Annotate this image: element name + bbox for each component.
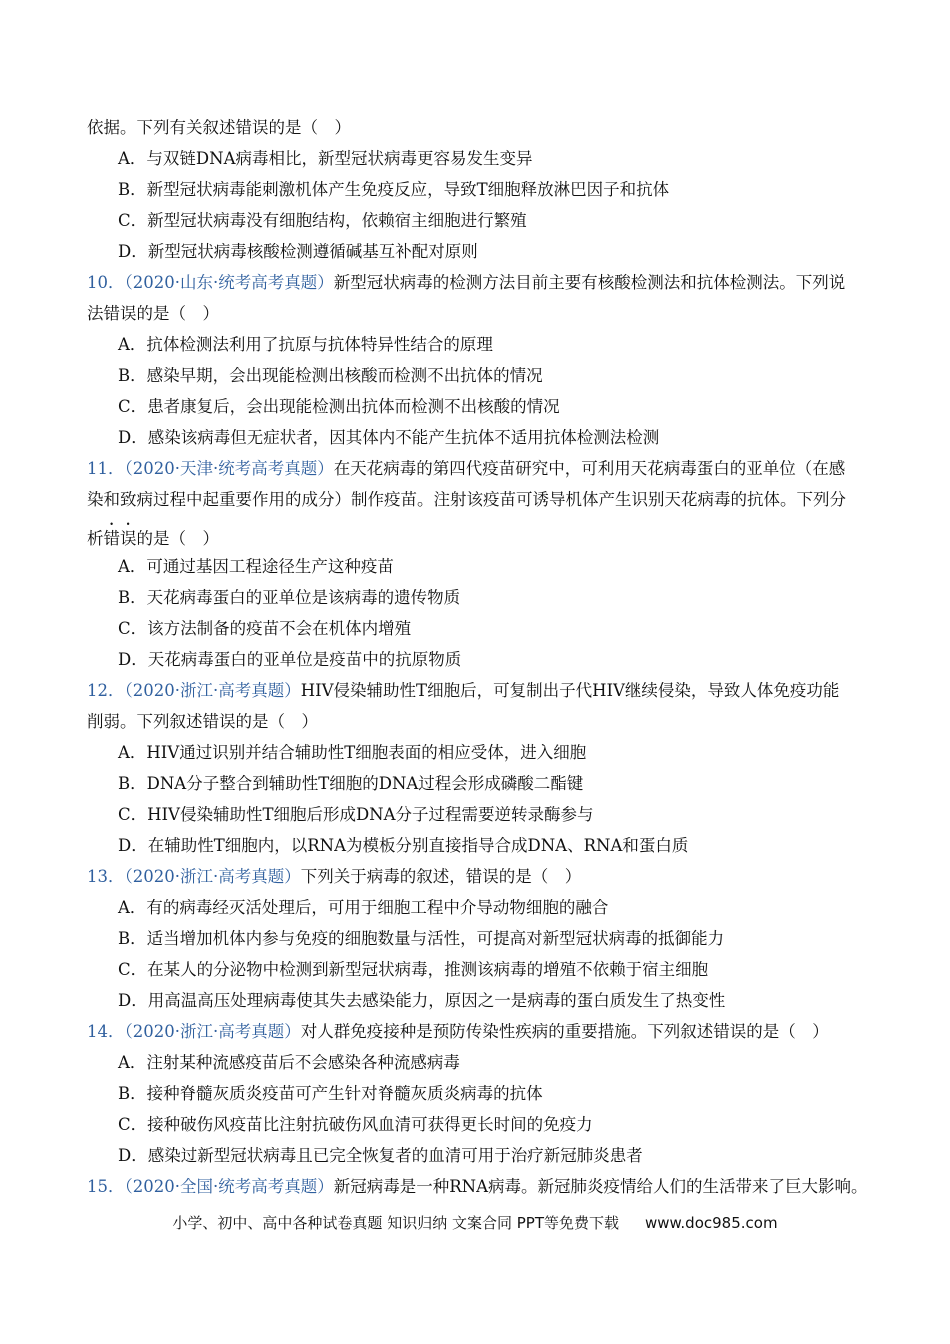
q14-stem [87,1021,829,1043]
q12-source: （2020·浙江·高考真题） [124,681,301,700]
q10-option-a: A．抗体检测法利用了抗原与抗体特异性结合的原理 [118,335,493,354]
q14-number: 14． [87,1022,125,1041]
q13-stem [87,866,581,888]
q10-stem-line1: 新型冠状病毒的检测方法目前主要有核酸检测法和抗体检测法。下列说 [333,273,846,292]
q13-stem-line1: 下列关于病毒的叙述，错误的是（ ） [300,867,582,886]
q11-option-b: B．天花病毒蛋白的亚单位是该病毒的遗传物质 [118,588,461,607]
q13-option-c: C．在某人的分泌物中检测到新型冠状病毒，推测该病毒的增殖不依赖于宿主细胞 [118,960,709,979]
q12-stem-line2: 削弱。下列叙述错误的是（ ） [87,712,318,731]
q9-option-c: C．新型冠状病毒没有细胞结构，依赖宿主细胞进行繁殖 [118,211,527,230]
q14-option-c: C．接种破伤风疫苗比注射抗破伤风血清可获得更长时间的免疫力 [118,1115,593,1134]
q11-stem-post: 的是（ ） [136,529,219,548]
q14-option-b: B．接种脊髓灰质炎疫苗可产生针对脊髓灰质炎病毒的抗体 [118,1084,543,1103]
q13-option-d: D．用高温高压处理病毒使其失去感染能力，原因之一是病毒的蛋白质发生了热变性 [118,991,726,1010]
q10-number: 10． [87,273,125,292]
q9-option-d: D．新型冠状病毒核酸检测遵循碱基互补配对原则 [118,242,478,261]
q12-stem-line1: HIV侵染辅助性T细胞后，可复制出子代HIV继续侵染，导致人体免疫功能 [300,681,840,700]
footer-text: 小学、初中、高中各种试卷真题 知识归纳 文案合同 PPT等免费下载 [172,1214,619,1232]
q15-stem [87,1176,868,1198]
q12-stem [87,680,839,702]
q13-option-b: B．适当增加机体内参与免疫的细胞数量与活性，可提高对新型冠状病毒的抵御能力 [118,929,725,948]
q14-stem-line1: 对人群免疫接种是预防传染性疾病的重要措施。下列叙述错误的是（ ） [300,1022,829,1041]
footer-url[interactable]: www.doc985.com [644,1214,778,1232]
q12-option-d: D．在辅助性T细胞内，以RNA为模板分别直接指导合成DNA、RNA和蛋白质 [118,836,689,855]
q13-option-a: A．有的病毒经灭活处理后，可用于细胞工程中介导动物细胞的融合 [118,898,609,917]
q12-option-a: A．HIV通过识别并结合辅助性T细胞表面的相应受体，进入细胞 [118,743,587,762]
q9-option-a: A．与双链DNA病毒相比，新型冠状病毒更容易发生变异 [118,149,533,168]
q15-stem-line1: 新冠病毒是一种RNA病毒。新冠肺炎疫情给人们的生活带来了巨大影响。 [333,1177,868,1196]
q10-option-b: B．感染早期，会出现能检测出核酸而检测不出抗体的情况 [118,366,543,385]
q11-stem-line1: 在天花病毒的第四代疫苗研究中，可利用天花病毒蛋白的亚单位（在感 [333,459,846,478]
q10-stem [87,272,845,294]
q10-source: （2020·山东·统考高考真题） [124,273,334,292]
q14-source: （2020·浙江·高考真题） [124,1022,301,1041]
q11-emphasis-word: 错误 [103,529,137,548]
q14-option-a: A．注射某种流感疫苗后不会感染各种流感病毒 [118,1053,460,1072]
q11-stem-pre: 析 [87,529,104,548]
q11-stem-line2: 染和致病过程中起重要作用的成分）制作疫苗。注射该疫苗可诱导机体产生识别天花病毒的抗体。下列分 [87,490,846,509]
q11-option-d: D．天花病毒蛋白的亚单位是疫苗中的抗原物质 [118,650,462,669]
intro-text: 依据。下列有关叙述错误的是（ ） [87,118,351,137]
q10-stem-line2: 法错误的是（ ） [87,304,219,323]
q14-option-d: D．感染过新型冠状病毒且已完全恢复者的血清可用于治疗新冠肺炎患者 [118,1146,643,1165]
q11-option-a: A．可通过基因工程途径生产这种疫苗 [118,557,394,576]
q11-number: 11． [87,459,125,478]
q12-option-b: B．DNA分子整合到辅助性T细胞的DNA过程会形成磷酸二酯键 [118,774,584,793]
q11-stem [87,458,845,480]
q10-option-d: D．感染该病毒但无症状者，因其体内不能产生抗体不适用抗体检测法检测 [118,428,660,447]
q12-option-c: C．HIV侵染辅助性T细胞后形成DNA分子过程需要逆转录酶参与 [118,805,594,824]
q11-stem-line3 [87,520,219,550]
q11-option-c: C．该方法制备的疫苗不会在机体内增殖 [118,619,412,638]
q9-option-b: B．新型冠状病毒能刺激机体产生免疫反应，导致T细胞释放淋巴因子和抗体 [118,180,670,199]
q10-option-c: C．患者康复后，会出现能检测出抗体而检测不出核酸的情况 [118,397,560,416]
q11-source: （2020·天津·统考高考真题） [124,459,334,478]
q13-source: （2020·浙江·高考真题） [124,867,301,886]
page-footer [0,1212,950,1233]
q15-source: （2020·全国·统考高考真题） [124,1177,334,1196]
q13-number: 13． [87,867,125,886]
q15-number: 15． [87,1177,125,1196]
q12-number: 12． [87,681,125,700]
